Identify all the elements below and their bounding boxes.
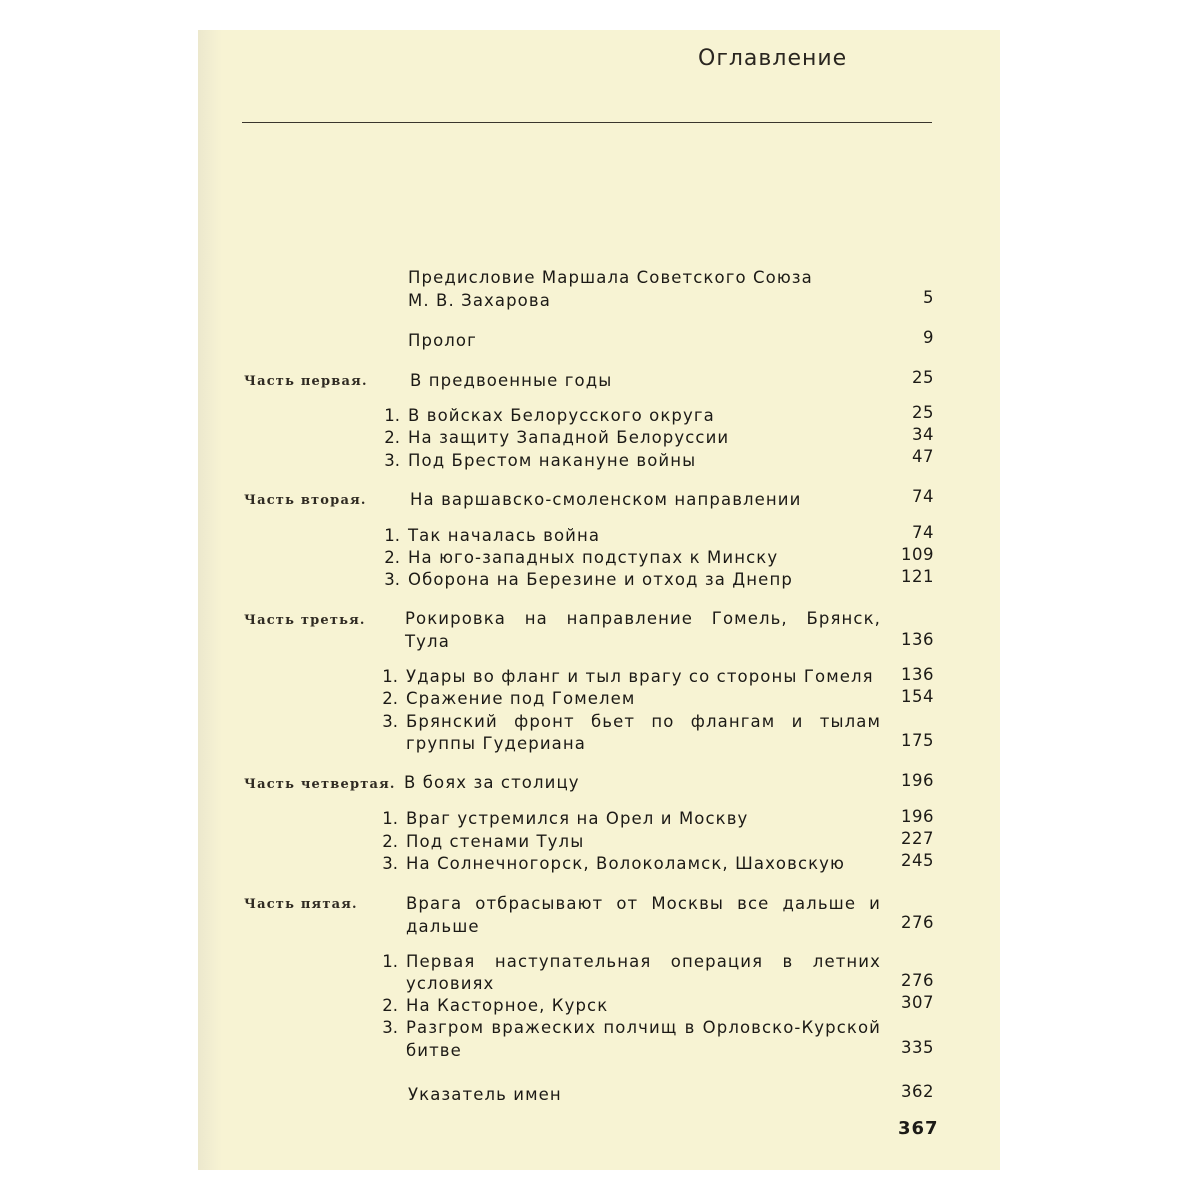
prologue-page: 9 [923, 328, 934, 347]
chapter-page: 47 [912, 447, 934, 466]
part-title: На варшавско-смоленском направлении [410, 490, 802, 509]
chapter-page: 276 [901, 971, 934, 990]
chapter-number: 2. [384, 548, 400, 567]
part-page: 74 [912, 487, 934, 506]
preface-page: 5 [923, 288, 934, 307]
chapter-number: 1. [382, 809, 398, 828]
chapter-number: 3. [384, 451, 400, 470]
chapter-number: 1. [382, 952, 398, 971]
preface-author: М. В. Захарова [408, 291, 551, 310]
prologue-title: Пролог [408, 331, 477, 350]
part-page: 276 [901, 913, 934, 932]
chapter-title: Под стенами Тулы [406, 832, 585, 851]
chapter-number: 3. [382, 854, 398, 873]
chapter-page: 34 [912, 425, 934, 444]
chapter-page: 109 [901, 545, 934, 564]
chapter-title-continued: группы Гудериана [406, 734, 586, 753]
part-title: В боях за столицу [404, 773, 580, 792]
chapter-title: Враг устремился на Орел и Москву [406, 809, 749, 828]
chapter-title: Оборона на Березине и отход за Днепр [408, 570, 793, 589]
part-title: Рокировка на направление Гомель, Брянск, [405, 609, 881, 628]
chapter-number: 2. [382, 689, 398, 708]
chapter-title: Первая наступательная операция в летних [406, 952, 881, 971]
chapter-page: 175 [901, 731, 934, 750]
chapter-title: Удары во фланг и тыл врагу со стороны Гомеля [406, 667, 874, 686]
page-edge-shadow [198, 30, 222, 1170]
chapter-number: 2. [382, 832, 398, 851]
chapter-page: 307 [901, 993, 934, 1012]
part-label: Часть первая. [244, 374, 368, 389]
chapter-number: 1. [382, 667, 398, 686]
part-page: 25 [912, 368, 934, 387]
chapter-page: 74 [912, 523, 934, 542]
preface-title: Предисловие Маршала Советского Союза [408, 268, 813, 287]
page-title: Оглавление [698, 46, 848, 71]
chapter-page: 154 [901, 687, 934, 706]
chapter-title: Разгром вражеских полчищ в Орловско-Курской [406, 1018, 881, 1037]
chapter-title: Под Брестом накануне войны [408, 451, 697, 470]
chapter-title: В войсках Белорусского округа [408, 406, 715, 425]
part-page: 136 [901, 630, 934, 649]
index-page: 362 [901, 1082, 934, 1101]
chapter-number: 2. [384, 428, 400, 447]
chapter-number: 2. [382, 996, 398, 1015]
chapter-title: Сражение под Гомелем [406, 689, 636, 708]
chapter-title: Брянский фронт бьет по флангам и тылам [406, 712, 881, 731]
chapter-title-continued: условиях [406, 974, 495, 993]
part-label: Часть пятая. [244, 897, 358, 912]
chapter-title: Так началась война [408, 526, 601, 545]
chapter-number: 1. [384, 406, 400, 425]
chapter-title: На защиту Западной Белоруссии [408, 428, 730, 447]
chapter-number: 3. [384, 570, 400, 589]
chapter-number: 3. [382, 1018, 398, 1037]
chapter-page: 121 [901, 567, 934, 586]
chapter-number: 1. [384, 526, 400, 545]
chapter-page: 245 [901, 851, 934, 870]
chapter-page: 196 [901, 807, 934, 826]
chapter-page: 136 [901, 665, 934, 684]
chapter-number: 3. [382, 712, 398, 731]
index-title: Указатель имен [408, 1085, 562, 1104]
title-rule [242, 122, 932, 123]
part-label: Часть третья. [244, 613, 366, 628]
chapter-title: На юго-западных подступах к Минску [408, 548, 779, 567]
chapter-page: 227 [901, 829, 934, 848]
part-title-continued: дальше [406, 917, 480, 936]
chapter-title: На Солнечногорск, Волоколамск, Шаховскую [406, 854, 846, 873]
chapter-title: На Касторное, Курск [406, 996, 609, 1015]
part-title-continued: Тула [405, 632, 450, 651]
part-title: Врага отбрасывают от Москвы все дальше и [406, 894, 881, 913]
part-page: 196 [901, 771, 934, 790]
chapter-page: 25 [912, 403, 934, 422]
part-title: В предвоенные годы [410, 371, 613, 390]
page-number: 367 [898, 1118, 939, 1139]
chapter-title-continued: битве [406, 1041, 462, 1060]
part-label: Часть вторая. [244, 493, 367, 508]
chapter-page: 335 [901, 1038, 934, 1057]
part-label: Часть четвертая. [244, 777, 396, 792]
